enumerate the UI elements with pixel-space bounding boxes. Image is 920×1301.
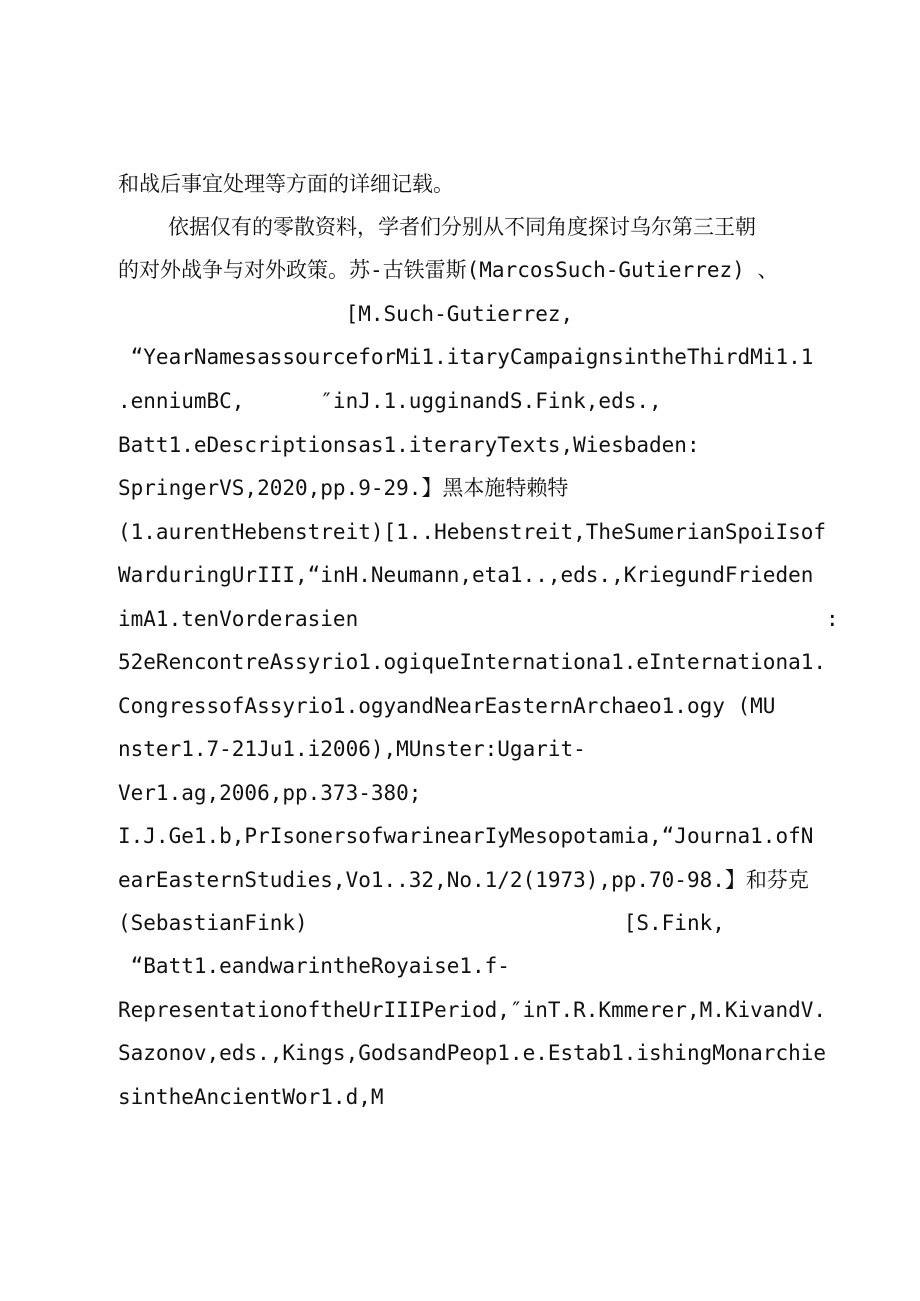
text-line: (1.aurentHebenstreit)[1..Hebenstreit,TheSumerianSpoiIsof (118, 520, 827, 544)
text-line: Batt1.eDescriptionsas1.iteraryTexts,Wiesbaden: (118, 433, 700, 457)
text-line: 依据仅有的零散资料，学者们分别从不同角度探讨乌尔第三王朝 (168, 215, 756, 239)
text-line: I.J.Ge1.b,PrIsonersofwarinearIyMesopotamia,“Journa1.ofN (118, 824, 814, 848)
text-line: “Batt1.eandwarintheRoyaise1.f- (118, 954, 510, 978)
text-line: earEasternStudies,Vo1..32,No.1/2(1973),pp.70-98.】和芬克 (118, 868, 809, 892)
text-line: “YearNamesassourceforMi1.itaryCampaignsintheThirdMi1.1 (118, 345, 814, 369)
text-line: Sazonov,eds.,Kings,GodsandPeop1.e.Estab1.ishingMonarchie (118, 1041, 827, 1065)
text-line: 的对外战争与对外政策。苏-古铁雷斯(MarcosSuch-Gutierrez) 、 (118, 258, 779, 282)
text-line: sintheAncientWor1.d,M (118, 1085, 384, 1109)
text-line: Ver1.ag,2006,pp.373-380; (118, 781, 422, 805)
text-line: RepresentationoftheUrIIIPeriod,″inT.R.Kmmerer,M.KivandV. (118, 998, 827, 1022)
text-line: nster1.7-21Ju1.i2006),MUnster:Ugarit- (118, 737, 586, 761)
text-line: WarduringUrIII,“inH.Neumann,eta1..,eds.,KriegundFrieden (118, 563, 814, 587)
text-line: CongressofAssyrio1.ogyandNearEasternArchaeo1.ogy (MU (118, 694, 776, 718)
text-line: [M.Such-Gutierrez, (118, 302, 574, 326)
text-line: 和战后事宜处理等方面的详细记载。 (118, 172, 454, 196)
text-line: 52eRencontreAssyrio1.ogiqueInternationa1.eInternationa1. (118, 650, 827, 674)
text-line: .enniumBC, ″inJ.1.ugginandS.Fink,eds., (118, 389, 662, 413)
text-line: SpringerVS,2020,pp.9-29.】黑本施特赖特 (118, 476, 569, 500)
text-line: imA1.tenVorderasien : (118, 607, 839, 631)
text-line: (SebastianFink) [S.Fink, (118, 911, 725, 935)
